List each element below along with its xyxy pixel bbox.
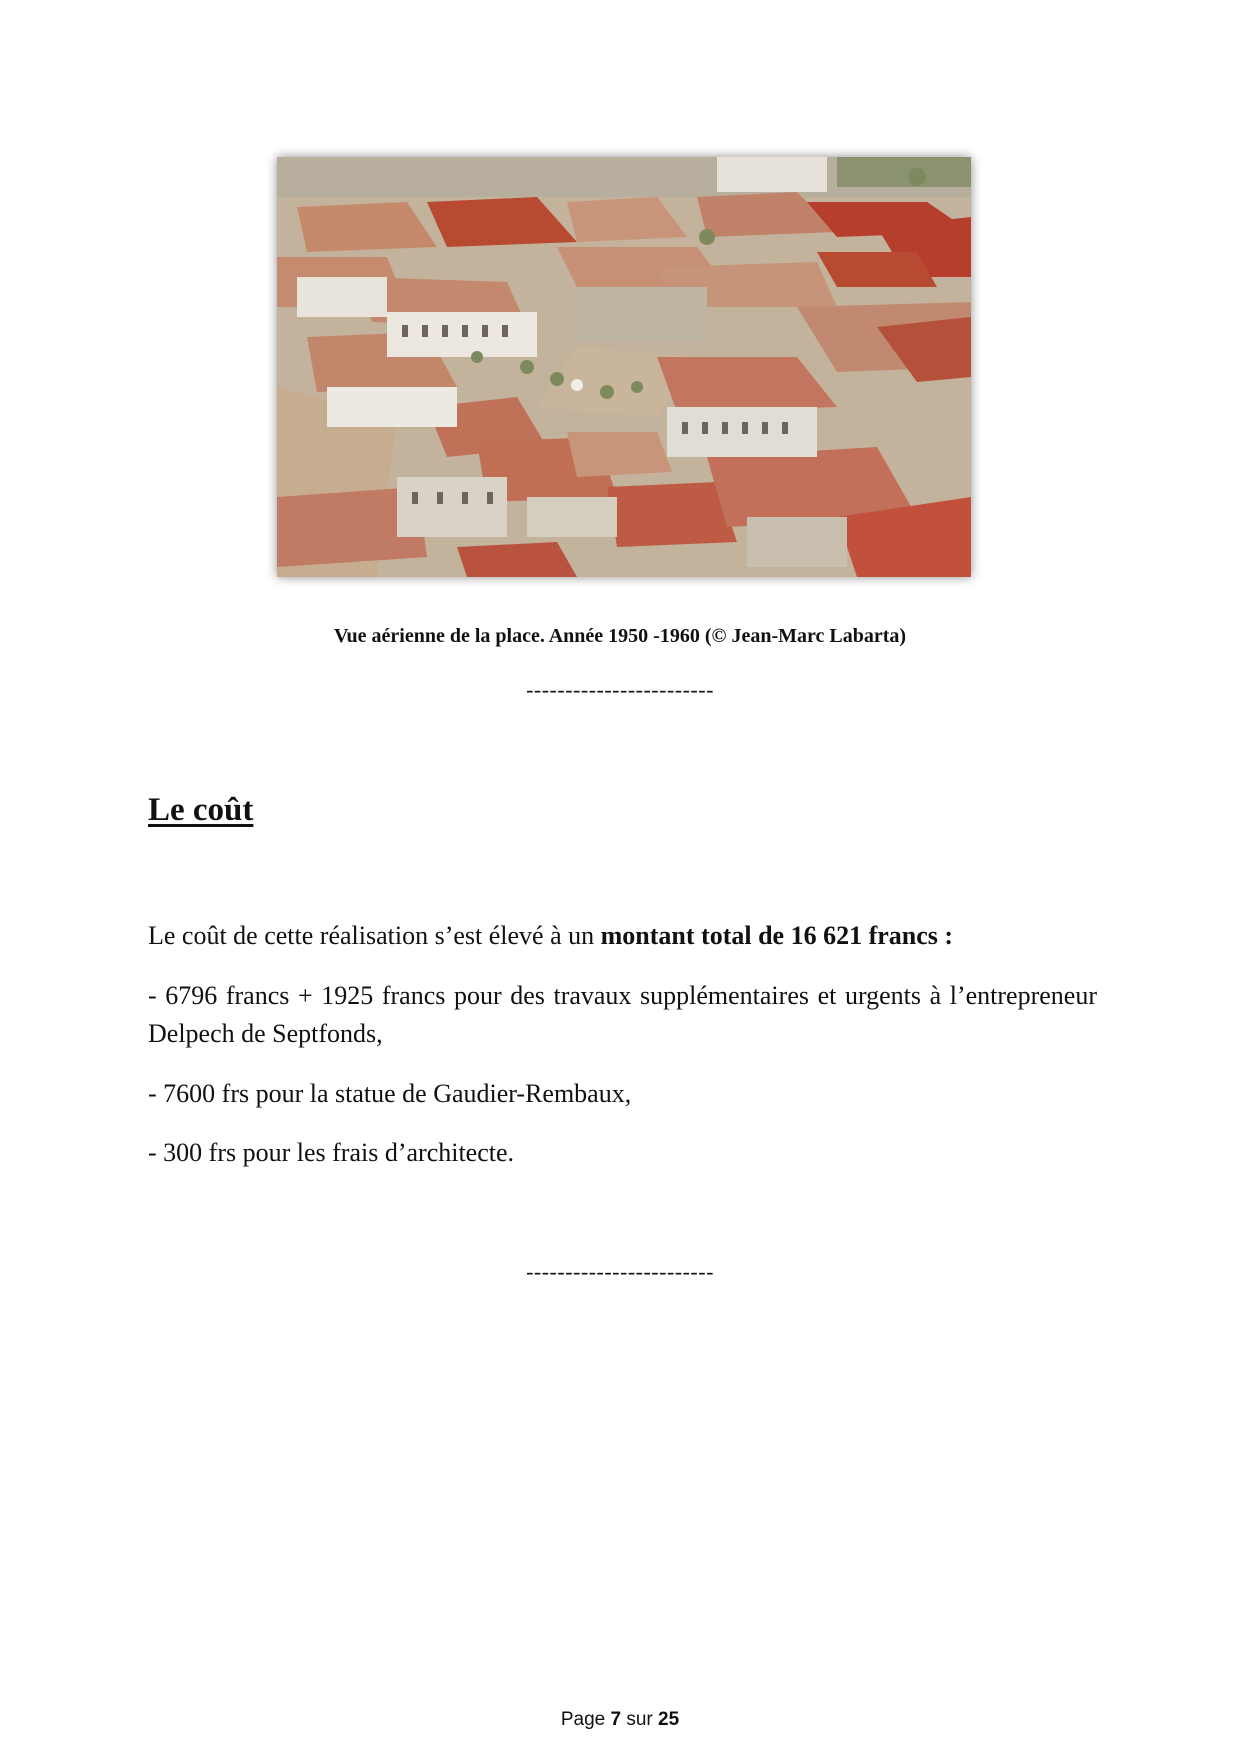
- separator-line: ------------------------: [526, 1259, 714, 1284]
- cost-intro-text: Le coût de cette réalisation s’est élevé à un: [148, 921, 601, 950]
- cost-item: - 7600 frs pour la statue de Gaudier-Rembaux,: [148, 1079, 632, 1108]
- cost-item: - 6796 francs + 1925 francs pour des travaux supplémentaires et urgents à l’entrepreneur Delpech de Septfonds,: [148, 981, 1097, 1048]
- section-heading: Le coût: [148, 792, 254, 828]
- page-total: 25: [658, 1709, 680, 1730]
- cost-total-bold: montant total de 16 621 francs :: [600, 921, 954, 950]
- aerial-photo: [277, 157, 971, 577]
- page-label: Page: [560, 1709, 606, 1730]
- cost-intro-paragraph: [148, 917, 1097, 955]
- separator-line: ------------------------: [526, 677, 714, 702]
- page-current: 7: [610, 1709, 622, 1730]
- figure-caption: Vue aérienne de la place. Année 1950 -1960 (© Jean-Marc Labarta): [333, 625, 907, 647]
- page-footer: [0, 1708, 1240, 1732]
- page-of-label: sur: [626, 1709, 653, 1730]
- cost-item: - 300 frs pour les frais d’architecte.: [148, 1138, 515, 1167]
